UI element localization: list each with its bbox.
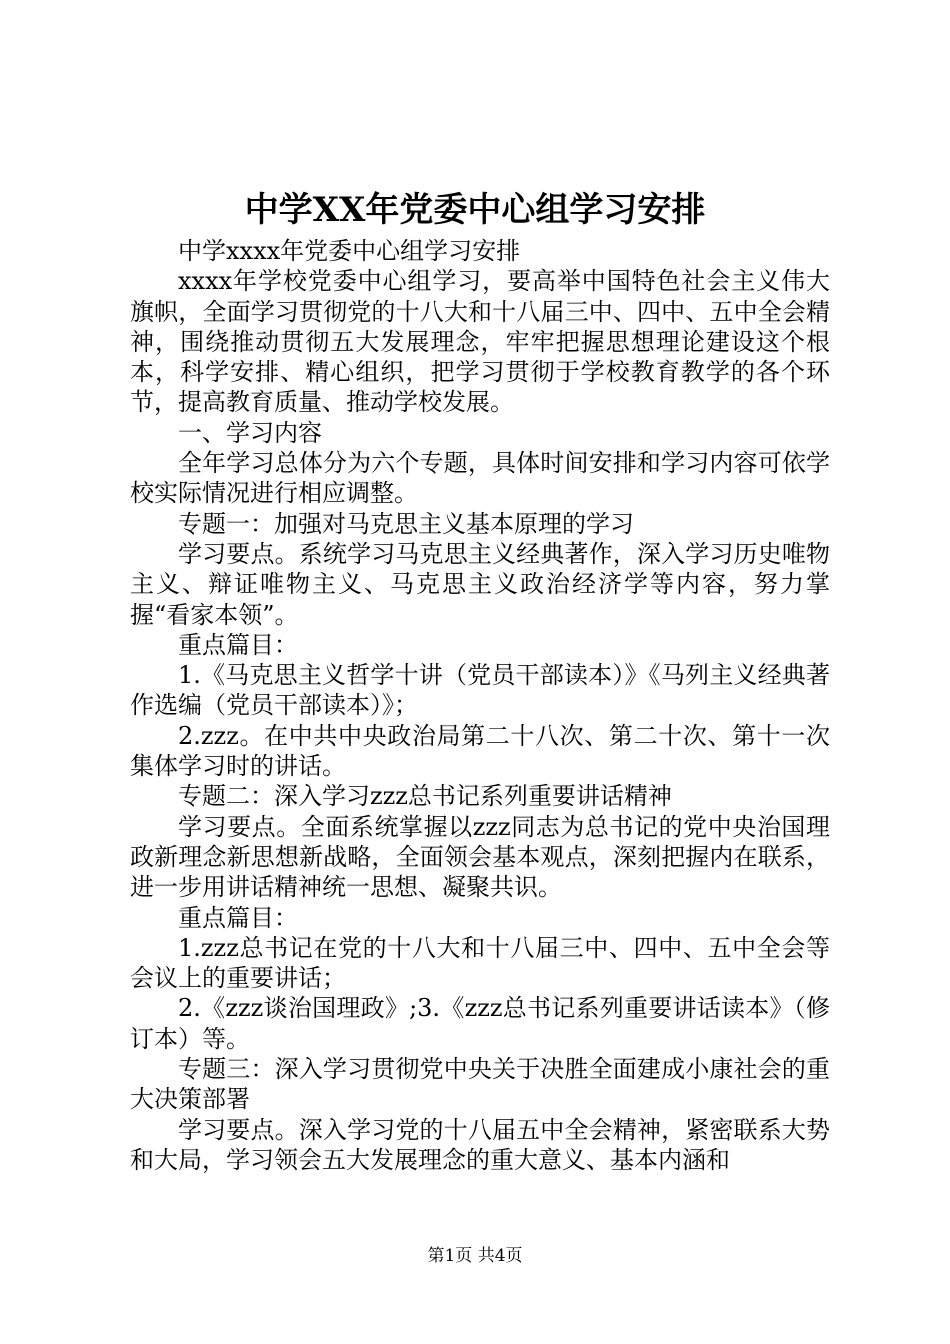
topic-heading-3: 专题三：深入学习贯彻党中央关于决胜全面建成小康社会的重大决策部署 xyxy=(130,1055,830,1114)
topic-1-reading-2: 2.zzz。在中共中央政治局第二十八次、第二十次、第十一次集体学习时的讲话。 xyxy=(130,721,830,781)
paragraph-overview: 全年学习总体分为六个专题，具体时间安排和学习内容可依学校实际情况进行相应调整。 xyxy=(130,449,830,508)
paragraph-subtitle: 中学xxxx年党委中心组学习安排 xyxy=(178,237,521,265)
document-body xyxy=(130,236,830,1175)
topic-2-readings-label: 重点篇目： xyxy=(178,903,298,932)
paragraph-intro: xxxx年学校党委中心组学习，要高举中国特色社会主义伟大旗帜，全面学习贯彻党的十八大和十八届三中、四中、五中全会精神，围绕推动贯彻五大发展理念，牢牢把握思想理论建设这个根本，科学安排、精心组织，把学习贯彻于学校教育教学的各个环节，提高教育质量、推动学校发展。 xyxy=(130,267,830,417)
topic-1-key-points: 学习要点。系统学习马克思主义经典著作，深入学习历史唯物主义、辩证唯物主义、马克思主义政治经济学等内容，努力掌握“看家本领”。 xyxy=(130,539,830,629)
topic-2-reading-2: 2.《zzz谈治国理政》;3.《zzz总书记系列重要讲话读本》（修订本）等。 xyxy=(130,994,830,1053)
page-title: 中学XX年党委中心组学习安排 xyxy=(244,190,706,230)
topic-2-reading-1: 1.zzz总书记在党的十八大和十八届三中、四中、五中全会等会议上的重要讲话； xyxy=(130,933,830,993)
topic-heading-2: 专题二：深入学习zzz总书记系列重要讲话精神 xyxy=(178,782,672,811)
topic-heading-1: 专题一：加强对马克思主义基本原理的学习 xyxy=(178,509,634,538)
topic-1-readings-label: 重点篇目： xyxy=(178,630,298,659)
topic-2-key-points: 学习要点。全面系统掌握以zzz同志为总书记的党中央治国理政新理念新思想新战略，全面领会基本观点，深刻把握内在联系，进一步用讲话精神统一思想、凝聚共识。 xyxy=(130,812,830,902)
topic-3-key-points: 学习要点。深入学习党的十八届五中全会精神，紧密联系大势和大局，学习领会五大发展理念的重大意义、基本内涵和 xyxy=(130,1115,830,1174)
section-heading-learning-content: 一、学习内容 xyxy=(178,418,322,447)
topic-1-reading-1: 1.《马克思主义哲学十讲（党员干部读本）》《马列主义经典著作选编（党员干部读本）》； xyxy=(130,661,830,720)
page-footer: 第1页 共4页 xyxy=(427,1246,523,1266)
